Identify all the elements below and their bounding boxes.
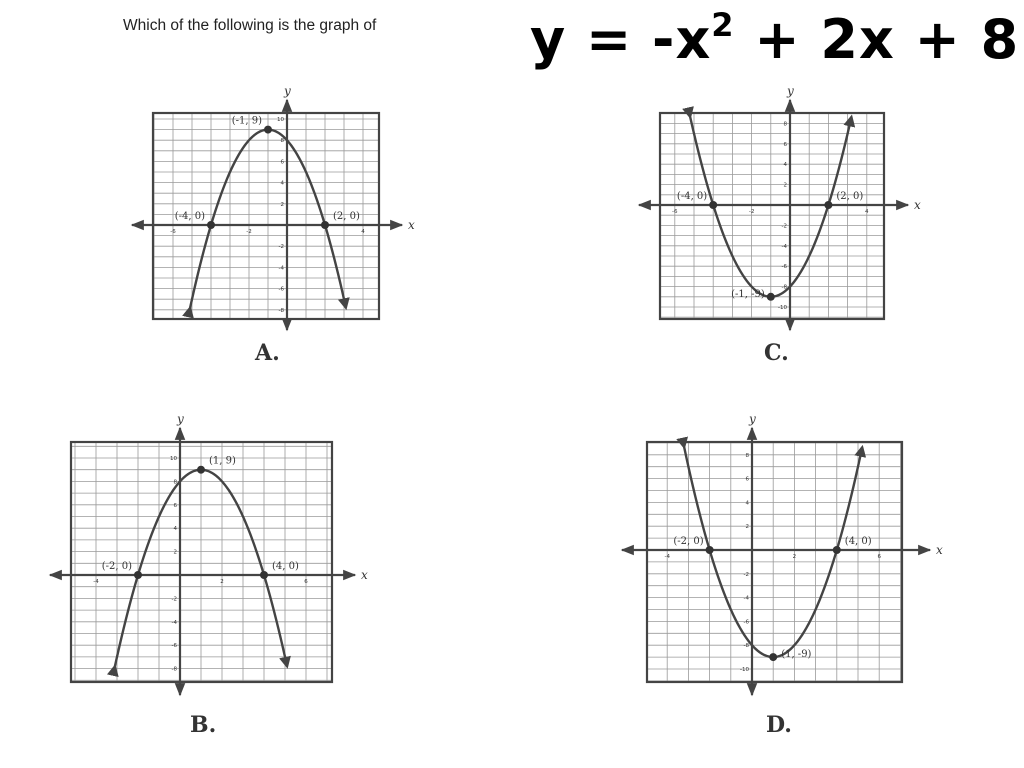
- x-tick-label: 4: [865, 209, 869, 215]
- y-tick-label: 4: [280, 180, 284, 187]
- graph-c: [639, 84, 921, 330]
- graph-a-point: [321, 221, 329, 229]
- x-tick-label: -6: [170, 229, 176, 235]
- graph-a: [132, 84, 415, 330]
- y-tick-label: -6: [278, 286, 284, 293]
- graph-b-point: [197, 466, 205, 474]
- graph-a-point-label: (2, 0): [333, 211, 360, 222]
- graph-a-x-label: x: [408, 218, 415, 232]
- graph-a-point: [207, 221, 215, 229]
- x-tick-label: -6: [672, 209, 678, 215]
- y-tick-label: 2: [783, 182, 787, 189]
- equation-prefix: y = -x: [530, 8, 712, 71]
- graph-d-x-label: x: [936, 543, 943, 557]
- y-tick-label: 2: [745, 524, 749, 531]
- graph-b-point-label: (-2, 0): [101, 561, 132, 572]
- y-tick-label: 10: [170, 456, 177, 462]
- y-tick-label: -8: [781, 284, 787, 291]
- graph-c-point: [767, 293, 775, 301]
- question-text: Which of the following is the graph of: [123, 17, 377, 34]
- y-tick-label: -6: [171, 643, 177, 650]
- y-tick-label: -2: [278, 244, 284, 251]
- y-tick-label: -10: [740, 667, 749, 673]
- y-tick-label: 6: [173, 502, 177, 509]
- graph-b: [50, 412, 368, 695]
- y-tick-label: -4: [743, 595, 749, 602]
- graph-c-y-label: y: [787, 84, 794, 98]
- graph-b-point: [134, 571, 142, 579]
- graph-b-x-label: x: [361, 568, 368, 582]
- graph-d-point-label: (1, -9): [781, 649, 812, 661]
- x-tick-label: 6: [877, 554, 881, 560]
- y-tick-label: 4: [783, 162, 787, 169]
- x-tick-label: 2: [792, 554, 797, 560]
- y-tick-label: -2: [781, 223, 787, 230]
- y-tick-label: -8: [278, 307, 284, 314]
- graph-a-point-label: (-4, 0): [174, 211, 205, 222]
- graph-c-point: [709, 201, 717, 209]
- graph-c-x-label: x: [914, 198, 921, 212]
- graph-b-y-label: y: [177, 412, 184, 426]
- y-tick-label: 2: [173, 549, 177, 556]
- y-tick-label: 6: [280, 159, 284, 166]
- y-tick-label: 4: [173, 526, 177, 533]
- equation-suffix: + 2x + 8: [734, 8, 1020, 71]
- y-tick-label: -4: [781, 243, 787, 250]
- x-tick-label: -4: [93, 579, 99, 585]
- y-tick-label: 8: [173, 479, 177, 486]
- graph-b-point-label: (4, 0): [272, 561, 299, 572]
- x-tick-label: -2: [246, 229, 252, 235]
- graph-c-label[interactable]: C.: [764, 340, 789, 366]
- graph-d-y-label: y: [749, 412, 756, 426]
- graph-d: [622, 412, 943, 695]
- x-tick-label: 6: [304, 579, 308, 585]
- y-tick-label: 6: [745, 476, 749, 483]
- graph-c-point-label: (-1, -9): [731, 288, 765, 300]
- graph-c-point-label: (-4, 0): [676, 191, 708, 202]
- graph-a-label[interactable]: A.: [255, 340, 280, 366]
- graph-d-point: [706, 546, 714, 554]
- graph-c-point-label: (2, 0): [836, 191, 864, 202]
- y-tick-label: 6: [783, 141, 787, 148]
- graph-c-point: [824, 201, 832, 209]
- x-tick-label: 2: [220, 579, 224, 585]
- graph-a-y-label: y: [284, 84, 291, 98]
- y-tick-label: 4: [745, 500, 749, 507]
- y-tick-label: 8: [280, 138, 284, 145]
- graph-a-point: [264, 126, 272, 134]
- y-tick-label: -10: [778, 305, 787, 311]
- graph-d-point: [769, 653, 777, 661]
- graph-d-point: [833, 546, 841, 554]
- y-tick-label: -2: [743, 571, 749, 578]
- y-tick-label: -8: [171, 666, 177, 673]
- x-tick-label: 4: [361, 229, 365, 235]
- y-tick-label: -2: [171, 596, 177, 603]
- y-tick-label: -4: [171, 619, 177, 626]
- graph-d-point-label: (-2, 0): [673, 536, 704, 547]
- y-tick-label: 8: [745, 452, 749, 459]
- x-tick-label: -4: [664, 554, 670, 560]
- graph-a-point-label: (-1, 9): [231, 115, 262, 127]
- graph-d-label[interactable]: D.: [766, 712, 792, 738]
- graph-b-point: [260, 571, 268, 579]
- graph-b-label[interactable]: B.: [190, 712, 217, 738]
- y-tick-label: 8: [783, 121, 787, 128]
- equation-exponent: 2: [711, 6, 735, 44]
- y-tick-label: -6: [781, 264, 787, 271]
- y-tick-label: 2: [280, 201, 284, 208]
- y-tick-label: -6: [743, 619, 749, 626]
- y-tick-label: 10: [277, 117, 284, 123]
- graph-b-point-label: (1, 9): [209, 455, 236, 467]
- y-tick-label: -8: [743, 643, 749, 650]
- y-tick-label: -4: [278, 265, 284, 272]
- x-tick-label: -2: [748, 209, 755, 215]
- graph-d-point-label: (4, 0): [844, 536, 872, 547]
